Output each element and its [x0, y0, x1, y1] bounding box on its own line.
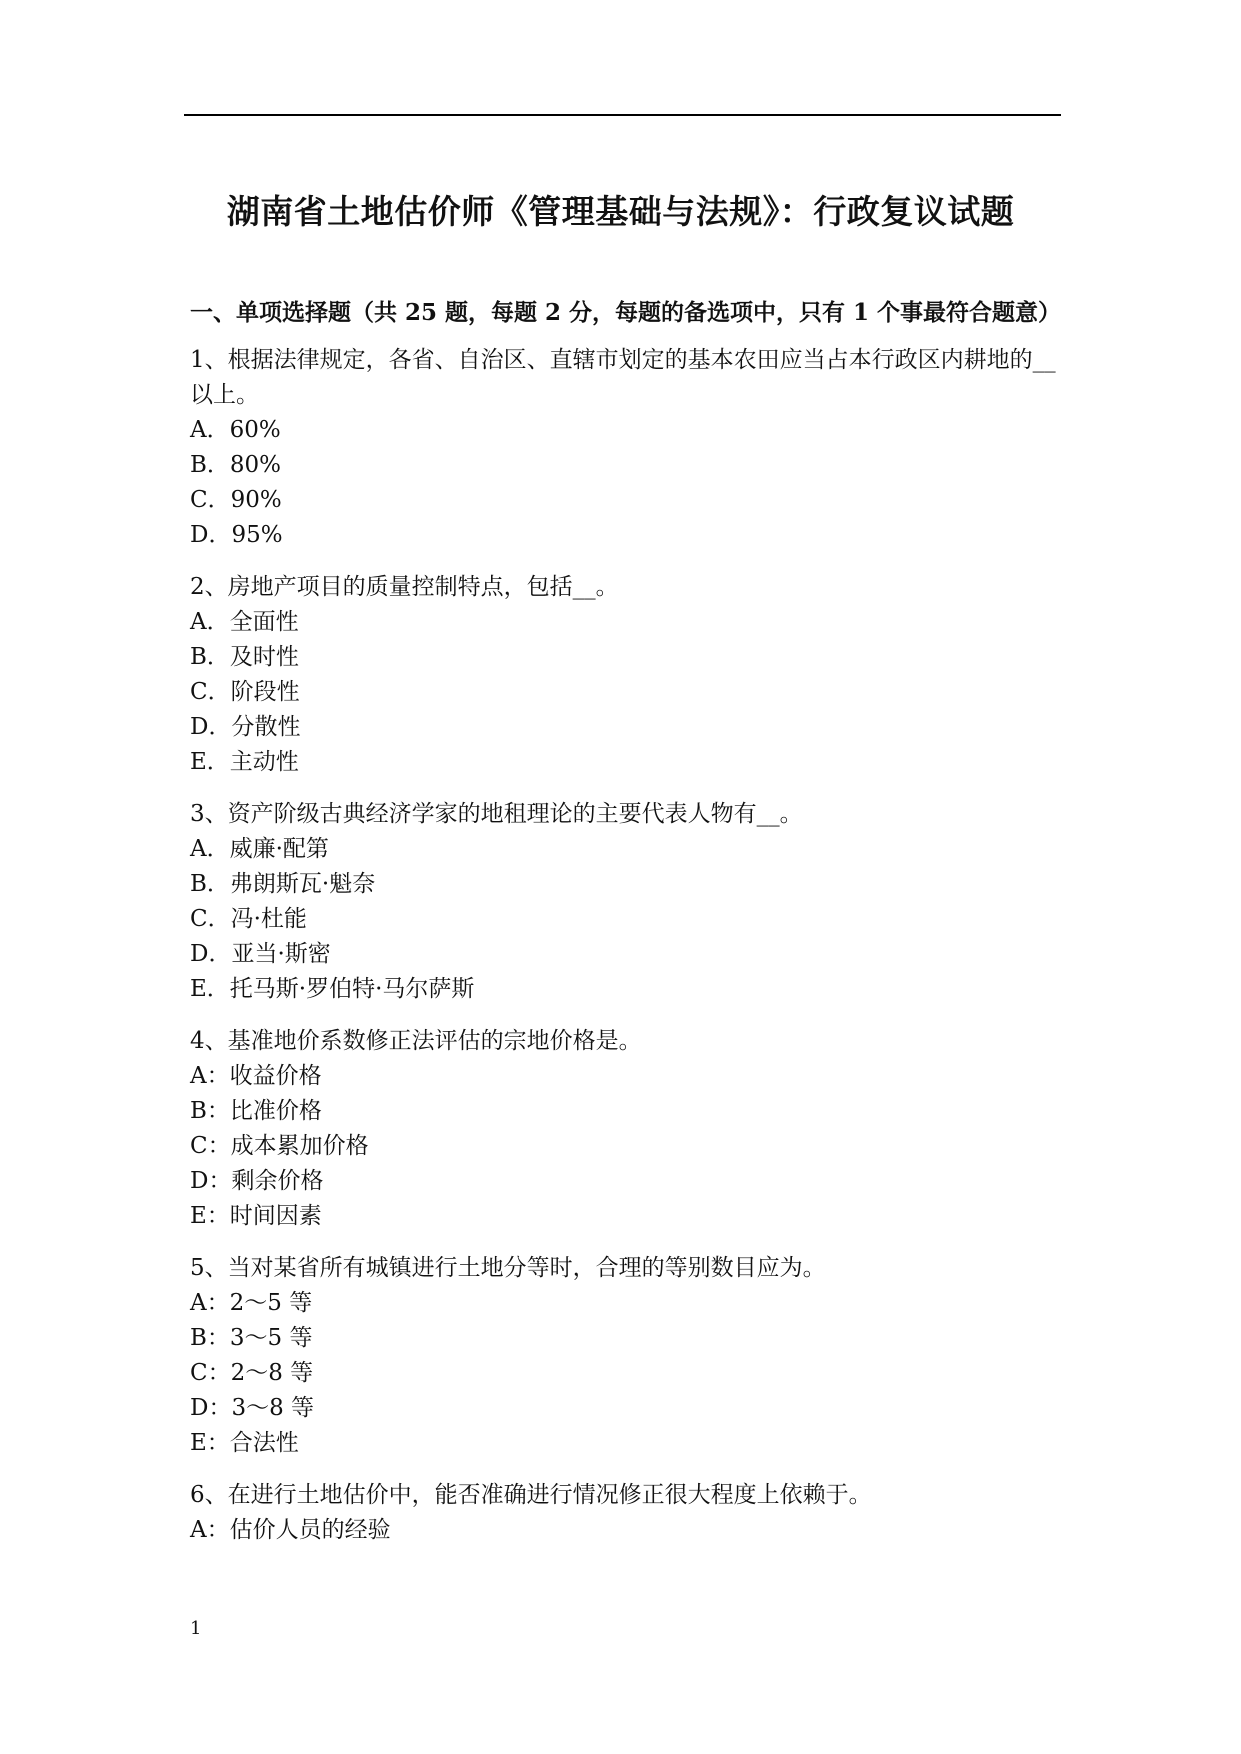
- option: D．分散性: [190, 714, 301, 740]
- document-body: [190, 295, 1062, 1565]
- option: A：收益价格: [190, 1063, 322, 1089]
- option: C：2～8 等: [190, 1360, 314, 1386]
- option: C：成本累加价格: [190, 1133, 369, 1159]
- question-6: [190, 1478, 1058, 1548]
- question-5: [190, 1251, 1058, 1461]
- option: D：3～8 等: [190, 1395, 315, 1421]
- option: B．80%: [190, 452, 282, 478]
- option: B．及时性: [190, 644, 299, 670]
- question-stem: 3、资产阶级古典经济学家的地租理论的主要代表人物有__。: [190, 801, 803, 827]
- option: C．冯·杜能: [190, 906, 307, 932]
- question-4: [190, 1024, 1058, 1234]
- question-stem: 4、基准地价系数修正法评估的宗地价格是。: [190, 1028, 642, 1054]
- option: D：剩余价格: [190, 1168, 324, 1194]
- option: E：时间因素: [190, 1203, 322, 1229]
- option: B：3～5 等: [190, 1325, 313, 1351]
- question-stem: 5、当对某省所有城镇进行土地分等时，合理的等别数目应为。: [190, 1255, 826, 1281]
- option: B．弗朗斯瓦·魁奈: [190, 871, 376, 897]
- header-rule: [184, 114, 1061, 116]
- option: C．阶段性: [190, 679, 300, 705]
- question-3: [190, 797, 1058, 1007]
- option: E．主动性: [190, 749, 299, 775]
- option: A．60%: [190, 417, 281, 443]
- document-title: 湖南省土地估价师《管理基础与法规》：行政复议试题: [226, 192, 1015, 231]
- option: D．95%: [190, 522, 283, 548]
- option: D．亚当·斯密: [190, 941, 331, 967]
- option: B：比准价格: [190, 1098, 322, 1124]
- option: E：合法性: [190, 1430, 299, 1456]
- question-1: [190, 343, 1058, 553]
- option: E．托马斯·罗伯特·马尔萨斯: [190, 976, 475, 1002]
- option: A：估价人员的经验: [190, 1517, 391, 1543]
- option: C．90%: [190, 487, 282, 513]
- section-heading: 一、单项选择题（共 25 题，每题 2 分，每题的备选项中，只有 1 个事最符合题意）: [190, 299, 1062, 326]
- page-number: 1: [190, 1618, 202, 1639]
- question-stem: 2、房地产项目的质量控制特点，包括__。: [190, 574, 619, 600]
- option: A．全面性: [190, 609, 299, 635]
- question-2: [190, 570, 1058, 780]
- question-stem: 1、根据法律规定，各省、自治区、直辖市划定的基本农田应当占本行政区内耕地的__以上。: [190, 347, 1056, 408]
- option: A．威廉·配第: [190, 836, 329, 862]
- question-stem: 6、在进行土地估价中，能否准确进行情况修正很大程度上依赖于。: [190, 1482, 872, 1508]
- option: A：2～5 等: [190, 1290, 313, 1316]
